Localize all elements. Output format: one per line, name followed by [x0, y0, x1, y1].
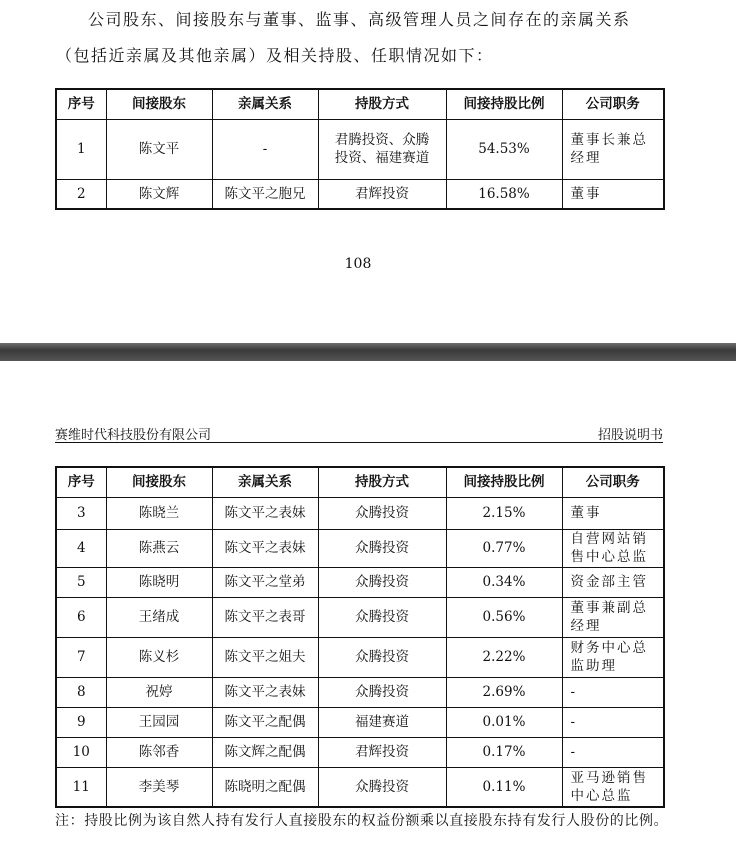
table-row	[56, 637, 664, 677]
cell-relation: 陈文平之表妹	[212, 497, 318, 529]
cell-relation: 陈文平之胞兄	[212, 179, 318, 209]
cell-no: 5	[56, 567, 106, 597]
cell-method: 众腾投资	[318, 567, 446, 597]
cell-no: 9	[56, 707, 106, 737]
intro-line-2: （包括近亲属及其他亲属）及相关持股、任职情况如下：	[56, 46, 494, 65]
cell-no: 2	[56, 179, 106, 209]
cell-name: 祝婷	[106, 677, 212, 707]
cell-name: 王园园	[106, 707, 212, 737]
cell-name: 陈晓兰	[106, 497, 212, 529]
header-company: 赛维时代科技股份有限公司	[55, 428, 212, 443]
cell-ratio: 0.01%	[446, 707, 562, 737]
cell-relation: 陈文平之表哥	[212, 597, 318, 637]
table-header-row	[56, 467, 664, 497]
cell-name: 陈晓明	[106, 567, 212, 597]
header-doc-title: 招股说明书	[597, 428, 663, 443]
cell-no: 4	[56, 529, 106, 567]
header-ratio: 间接持股比例	[446, 89, 562, 119]
cell-position: -	[562, 677, 664, 707]
cell-ratio: 0.77%	[446, 529, 562, 567]
header-no: 序号	[56, 89, 106, 119]
cell-method: 众腾投资	[318, 529, 446, 567]
page-number: 108	[344, 256, 372, 272]
page-divider	[0, 343, 736, 361]
cell-relation: 陈文平之配偶	[212, 707, 318, 737]
cell-position: 董事	[562, 179, 664, 209]
cell-position: 董事兼副总经理	[562, 597, 664, 637]
table-row	[56, 707, 664, 737]
cell-no: 6	[56, 597, 106, 637]
cell-ratio: 0.17%	[446, 737, 562, 767]
cell-position: -	[562, 737, 664, 767]
cell-method: 君腾投资、众腾投资、福建赛道	[318, 119, 446, 179]
cell-name: 陈文平	[106, 119, 212, 179]
cell-position: 资金部主管	[562, 567, 664, 597]
cell-method: 福建赛道	[318, 707, 446, 737]
header-no: 序号	[56, 467, 106, 497]
cell-no: 1	[56, 119, 106, 179]
cell-no: 7	[56, 637, 106, 677]
table-row	[56, 677, 664, 707]
shareholding-table-part-1	[55, 88, 665, 210]
cell-relation: -	[212, 119, 318, 179]
cell-no: 11	[56, 767, 106, 807]
table-row	[56, 737, 664, 767]
header-method: 持股方式	[318, 89, 446, 119]
cell-relation: 陈文辉之配偶	[212, 737, 318, 767]
cell-relation: 陈文平之姐夫	[212, 637, 318, 677]
cell-ratio: 0.56%	[446, 597, 562, 637]
cell-no: 8	[56, 677, 106, 707]
cell-relation: 陈文平之表妹	[212, 529, 318, 567]
table-row	[56, 497, 664, 529]
cell-relation: 陈文平之表妹	[212, 677, 318, 707]
header-shareholder: 间接股东	[106, 467, 212, 497]
table-row	[56, 179, 664, 209]
table-header-row	[56, 89, 664, 119]
cell-no: 3	[56, 497, 106, 529]
header-method: 持股方式	[318, 467, 446, 497]
cell-method: 众腾投资	[318, 497, 446, 529]
shareholding-table-part-2	[55, 466, 665, 808]
cell-position: 董事长兼总经理	[562, 119, 664, 179]
header-position: 公司职务	[562, 89, 664, 119]
header-position: 公司职务	[562, 467, 664, 497]
cell-no: 10	[56, 737, 106, 767]
cell-ratio: 2.69%	[446, 677, 562, 707]
cell-name: 陈文辉	[106, 179, 212, 209]
cell-position: 自营网站销售中心总监	[562, 529, 664, 567]
cell-relation: 陈晓明之配偶	[212, 767, 318, 807]
cell-name: 陈义杉	[106, 637, 212, 677]
cell-ratio: 0.34%	[446, 567, 562, 597]
cell-ratio: 54.53%	[446, 119, 562, 179]
cell-method: 众腾投资	[318, 597, 446, 637]
cell-name: 王绪成	[106, 597, 212, 637]
cell-method: 众腾投资	[318, 677, 446, 707]
cell-name: 李美琴	[106, 767, 212, 807]
cell-position: 董事	[562, 497, 664, 529]
intro-line-1: 公司股东、间接股东与董事、监事、高级管理人员之间存在的亲属关系	[88, 10, 631, 29]
cell-method: 众腾投资	[318, 767, 446, 807]
cell-method: 君辉投资	[318, 179, 446, 209]
table-row	[56, 529, 664, 567]
table-row	[56, 567, 664, 597]
cell-ratio: 0.11%	[446, 767, 562, 807]
cell-ratio: 16.58%	[446, 179, 562, 209]
table-row	[56, 119, 664, 179]
cell-method: 众腾投资	[318, 637, 446, 677]
cell-name: 陈燕云	[106, 529, 212, 567]
footnote: 注：持股比例为该自然人持有发行人直接股东的权益份额乘以直接股东持有发行人股份的比例。	[55, 813, 669, 829]
header-shareholder: 间接股东	[106, 89, 212, 119]
table-row	[56, 597, 664, 637]
header-relation: 亲属关系	[212, 467, 318, 497]
cell-ratio: 2.15%	[446, 497, 562, 529]
header-relation: 亲属关系	[212, 89, 318, 119]
table-row	[56, 767, 664, 807]
running-header	[55, 424, 663, 443]
cell-method: 君辉投资	[318, 737, 446, 767]
cell-relation: 陈文平之堂弟	[212, 567, 318, 597]
cell-position: -	[562, 707, 664, 737]
cell-position: 财务中心总监助理	[562, 637, 664, 677]
cell-ratio: 2.22%	[446, 637, 562, 677]
header-ratio: 间接持股比例	[446, 467, 562, 497]
cell-position: 亚马逊销售中心总监	[562, 767, 664, 807]
cell-name: 陈邻香	[106, 737, 212, 767]
